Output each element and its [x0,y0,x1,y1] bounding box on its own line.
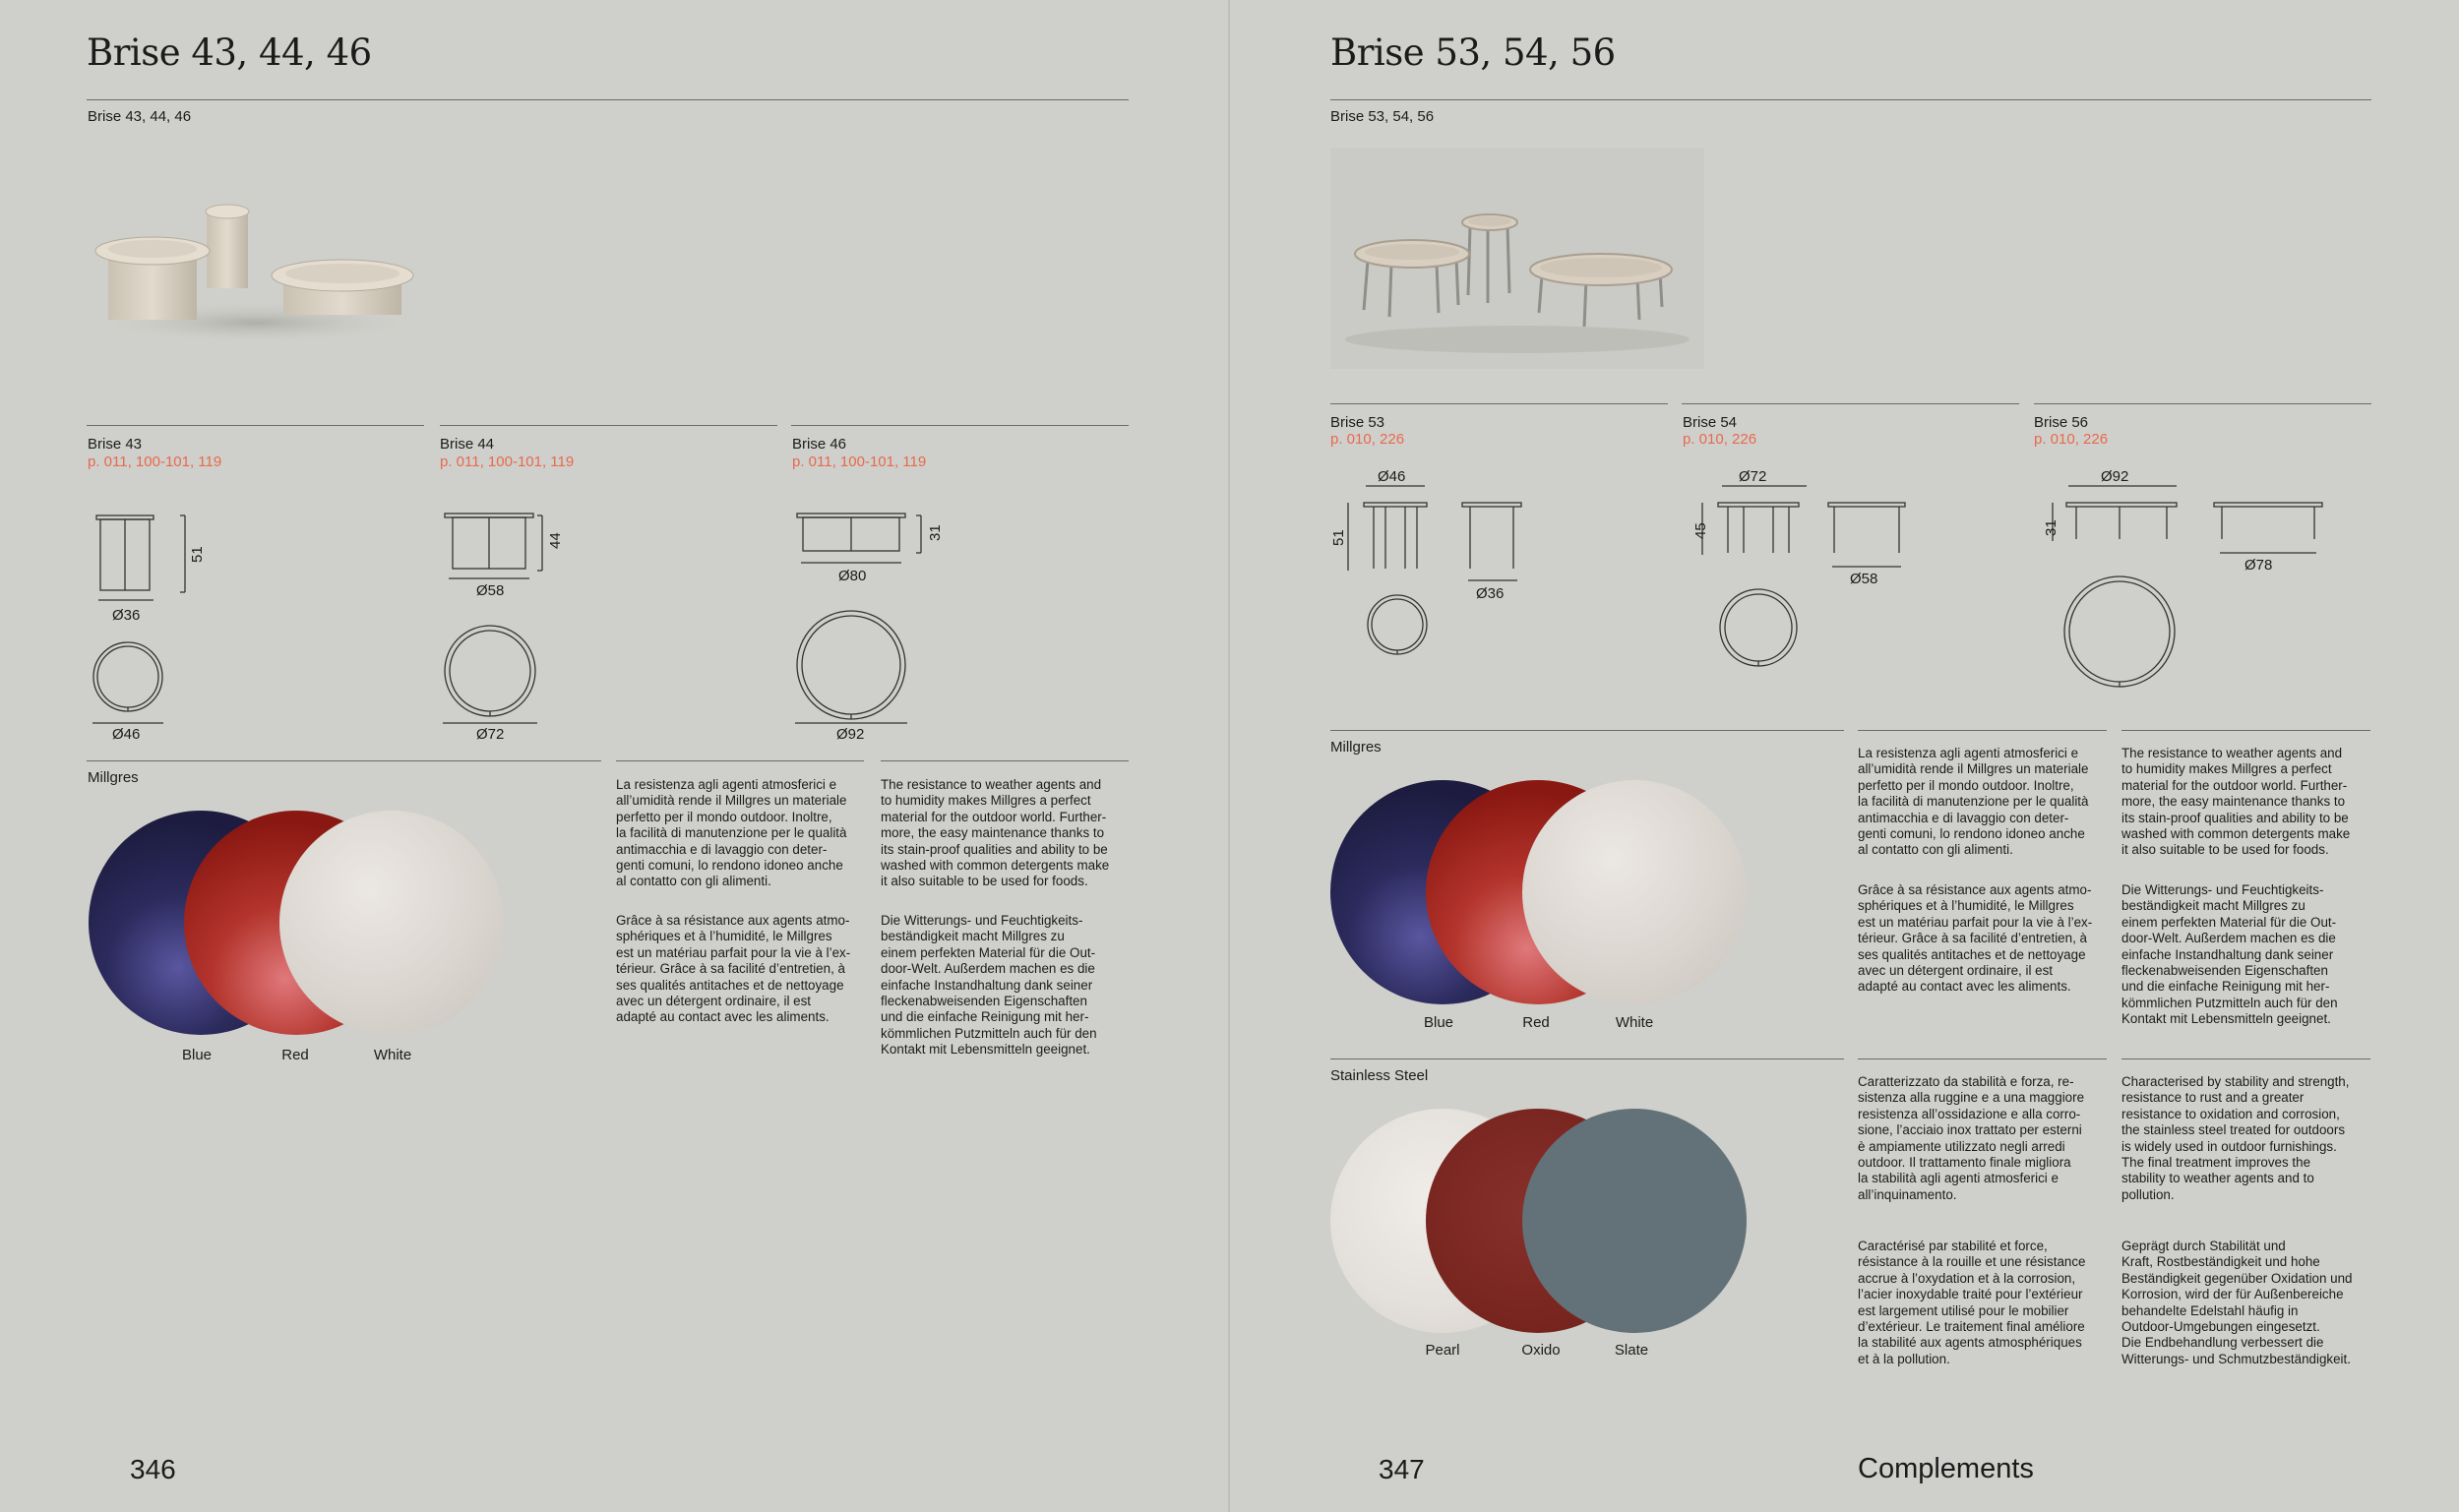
top-diameter-label: Ø92 [2101,468,2129,485]
side-diameter-label: Ø58 [1850,571,1878,587]
height-dimension: 51 [189,546,206,563]
product-photo-illustration [1330,148,1704,369]
model-name: Brise 56 [2034,414,2089,431]
product-photo-illustration [87,157,426,369]
description-it: La resistenza agli agenti atmosferici e all’umidità rende il Millgres un materiale perfetto per il mondo outdoor. Inoltre, la facilità di manutenzione per le qualità antimacchia e di lavaggio con deter- genti comuni, lo rendono idoneo anche al contatto con gli alimenti. [1858,746,2089,858]
page-reference: p. 010, 226 [1683,431,1757,448]
swatch-label: Pearl [1425,1342,1460,1359]
height-dimension: 31 [2043,519,2059,536]
height-dimension: 44 [547,532,564,549]
description-it: Caratterizzato da stabilità e forza, re- sistenza alla ruggine e a una maggiore resistenza all’ossidazione e alla corro- sione, l’acciaio inox trattato per esterni è ampiamente utilizzato negli arredi outdoor. Il trattamento finale migliora la stabilità agli agenti atmosferici e all’inquinamento. [1858,1074,2085,1202]
swatch-label: Blue [1423,1014,1454,1031]
plan-diameter-label: Ø46 [112,726,141,743]
product-photo [1330,148,1704,369]
top-diameter-label: Ø58 [476,582,505,599]
height-dimension: 45 [1692,522,1709,539]
text-rule [2121,730,2370,731]
top-diameter-label: Ø36 [112,607,141,624]
description-de: Geprägt durch Stabilität und Kraft, Rostbeständigkeit und hohe Beständigkeit gegenüber Oxidation und Korrosion, wird der für Außenbereiche behandelte Edelstahl häufig in Outdoor-Umgebungen eingesetzt. Die Endbehandlung verbessert die Witterungs- und Schmutzbeständigkeit. [2121,1239,2353,1366]
model-name: Brise 53 [1330,414,1385,431]
model-name: Brise 44 [440,436,495,453]
swatch-white [279,811,504,1035]
top-diameter-label: Ø46 [1378,468,1406,485]
plan-diameter-label: Ø92 [836,726,865,743]
description-en: The resistance to weather agents and to humidity makes Millgres a perfect material for the outdoor world. Further- more, the easy maintenance thanks to its stain-proof qualities and ability to be washed with common detergents make it also suitable to be used for foods. [2121,746,2351,858]
page-number: 347 [1379,1454,1425,1484]
model-rule-2 [1682,403,2019,404]
material-label: Millgres [1330,739,1382,756]
swatch-label: Blue [181,1047,213,1063]
description-fr: Grâce à sa résistance aux agents atmo- sphériques et à l’humidité, le Millgres est un matériau parfait pour la vie à l’ex- térieur. Grâce à sa facilité d’entretien, à ses qualités antitaches et de nettoyage avec un détergent ordinaire, il est adapté au contact avec les aliments. [1858,882,2093,995]
page-reference: p. 010, 226 [2034,431,2109,448]
swatch-white [1522,780,1747,1004]
text-rule [1858,730,2107,731]
model-rule-3 [791,425,1129,426]
height-dimension: 51 [1330,529,1347,546]
material-label: Stainless Steel [1330,1067,1429,1084]
side-diameter-label: Ø78 [2244,557,2273,574]
model-rule-3 [2034,403,2371,404]
section-title: Complements [1858,1453,2034,1484]
product-photo [87,157,426,369]
text-rule [2121,1058,2370,1059]
page-title: Brise 53, 54, 56 [1330,31,1616,74]
page-reference: p. 011, 100-101, 119 [792,454,927,470]
swatch-label: Slate [1614,1342,1649,1359]
description-en: The resistance to weather agents and to humidity makes Millgres a perfect material for the outdoor world. Further- more, the easy maintenance thanks to its stain-proof qualities and ability to be washed with common detergents make it also suitable to be used for foods. [881,777,1110,889]
swatch-label: White [373,1047,412,1063]
model-name: Brise 46 [792,436,847,453]
page-title: Brise 43, 44, 46 [87,31,372,74]
material-rule [1330,730,1844,731]
height-dimension: 31 [927,524,944,541]
plan-diameter-label: Ø72 [476,726,505,743]
model-rule-1 [87,425,424,426]
description-de: Die Witterungs- und Feuchtigkeits- beständigkeit macht Millgres zu einem perfekten Material für die Out- door-Welt. Außerdem machen es die einfache Instandhaltung dank seiner fleckenabweisenden Eigenschaften und die einfache Reinigung mit her- kömmlichen Putzmitteln auch für den Kontakt mit Lebensmitteln geeignet. [881,913,1097,1058]
material-label: Millgres [88,769,139,786]
left-page [0,0,1228,1512]
description-fr: Caractérisé par stabilité et force, résistance à la rouille et une résistance accrue à l’oxydation et à la corrosion, l’acier inoxydable traité pour l’extérieur est largement utilisé pour le mobilier d’extérieur. Le traitement final améliore la stabilité aux agents atmosphériques et à la pollution. [1858,1239,2086,1366]
page-reference: p. 011, 100-101, 119 [88,454,222,470]
description-en: Characterised by stability and strength, resistance to rust and a greater resistance to oxidation and corrosion, the stainless steel treated for outdoors is widely used in outdoor furnishings. The final treatment improves the stability to weather agents and to pollution. [2121,1074,2350,1202]
page-reference: p. 011, 100-101, 119 [440,454,575,470]
right-page [1230,0,2459,1512]
material-rule [1330,1058,1844,1059]
model-name: Brise 43 [88,436,143,453]
top-diameter-label: Ø80 [838,568,867,584]
description-fr: Grâce à sa résistance aux agents atmo- sphériques et à l’humidité, le Millgres est un matériau parfait pour la vie à l’ex- térieur. Grâce à sa facilité d’entretien, à ses qualités antitaches et de nettoyage avec un détergent ordinaire, il est adapté au contact avec les aliments. [616,913,851,1025]
description-it: La resistenza agli agenti atmosferici e all’umidità rende il Millgres un materiale perfetto per il mondo outdoor. Inoltre, la facilità di manutenzione per le qualità antimacchia e di lavaggio con deter- genti comuni, lo rendono idoneo anche al contatto con gli alimenti. [616,777,847,889]
text-rule [1858,1058,2107,1059]
material-rule [87,760,601,761]
product-subtitle: Brise 53, 54, 56 [1330,108,1435,125]
text-rule [881,760,1129,761]
top-diameter-label: Ø72 [1739,468,1767,485]
description-de: Die Witterungs- und Feuchtigkeits- beständigkeit macht Millgres zu einem perfekten Material für die Out- door-Welt. Außerdem machen es die einfache Instandhaltung dank seiner fleckenabweisenden Eigenschaften und die einfache Reinigung mit her- kömmlichen Putzmitteln auch für den Kontakt mit Lebensmitteln geeignet. [2121,882,2338,1027]
page-number: 346 [130,1454,176,1484]
swatch-label: Red [1522,1014,1550,1031]
swatch-label: White [1615,1014,1654,1031]
product-subtitle: Brise 43, 44, 46 [88,108,192,125]
title-rule [87,99,1129,100]
side-diameter-label: Ø36 [1476,585,1505,602]
title-rule [1330,99,2371,100]
swatch-label: Oxido [1521,1342,1561,1359]
model-rule-1 [1330,403,1668,404]
page-reference: p. 010, 226 [1330,431,1405,448]
model-rule-2 [440,425,777,426]
model-name: Brise 54 [1683,414,1738,431]
swatch-slate [1522,1109,1747,1333]
technical-drawings [87,502,1130,738]
swatch-label: Red [281,1047,309,1063]
text-rule [616,760,864,761]
